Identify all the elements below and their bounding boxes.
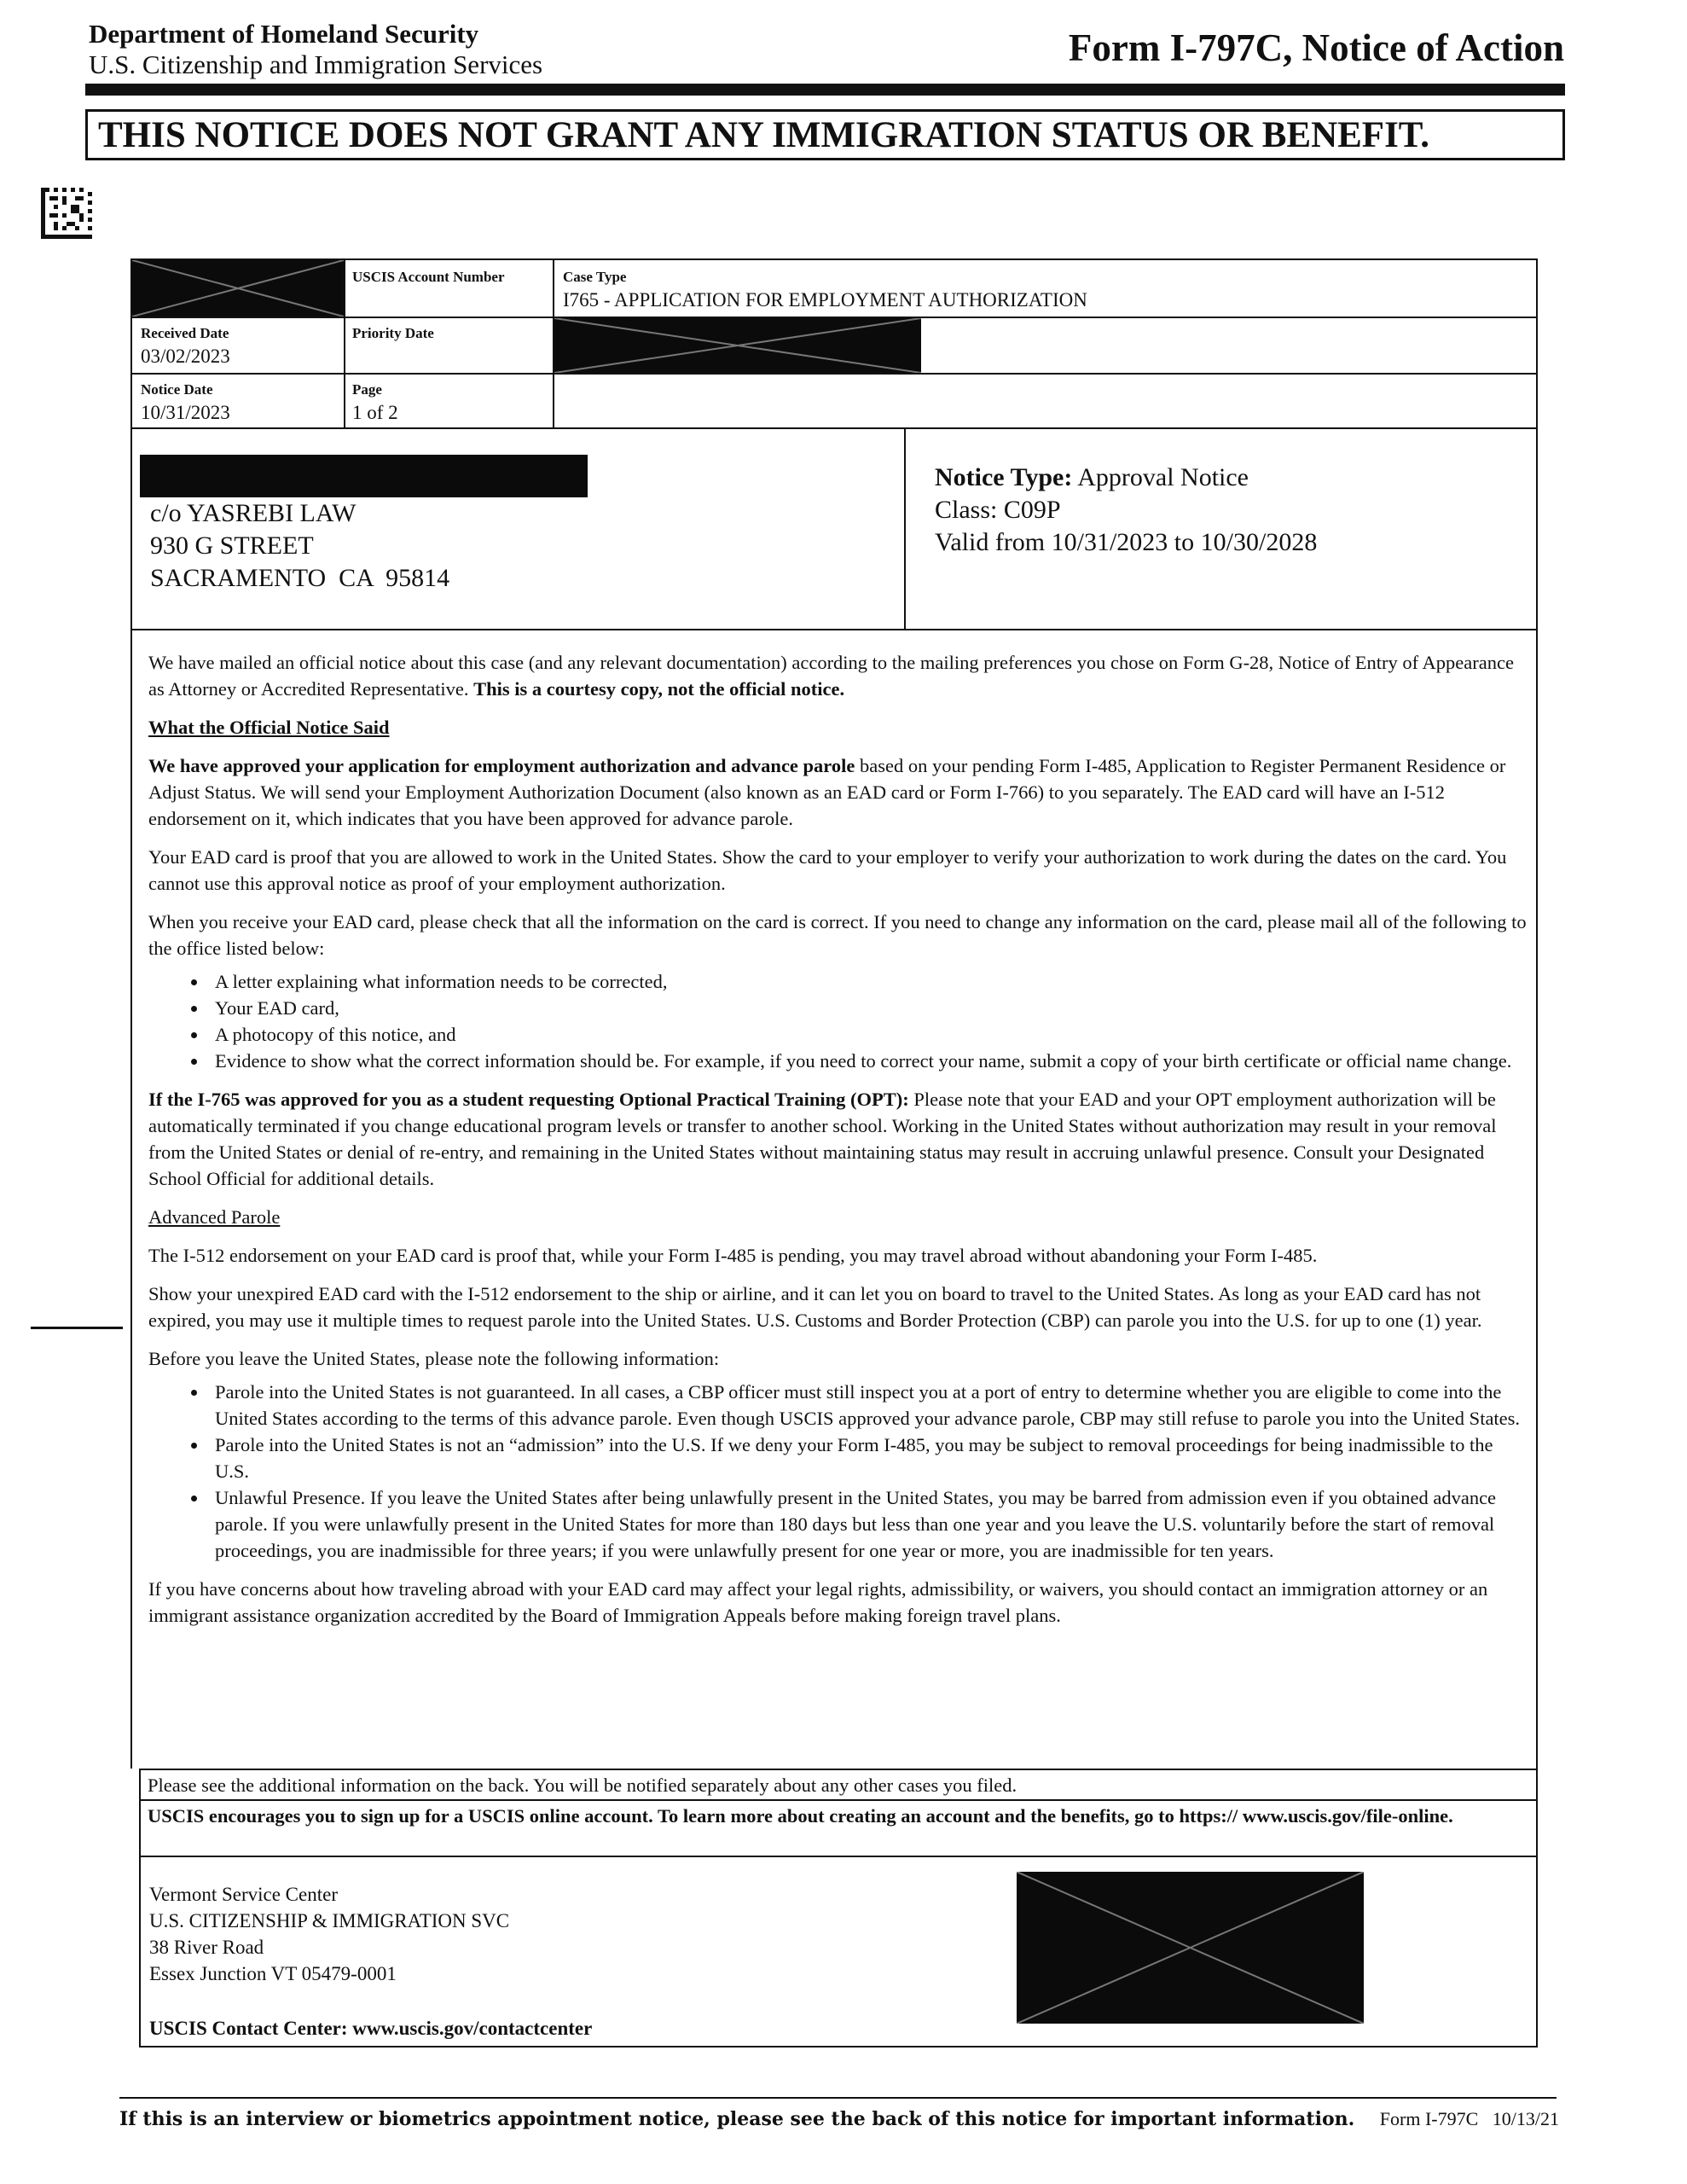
- page-value: 1 of 2: [352, 402, 398, 423]
- datamatrix-barcode: [41, 188, 92, 239]
- paragraph-opt: [148, 1086, 1530, 1192]
- paragraph-concerns: If you have concerns about how traveling abroad with your EAD card may affect your legal rights, admissibility, or waivers, you should contact an immigration attorney or an immigrant assistance organization accredited by the Board of Immigration Appeals before making foreign travel plans.: [148, 1578, 1488, 1626]
- received-date-value: 03/02/2023: [141, 346, 230, 367]
- list-item: • A photocopy of this notice, and: [208, 1021, 1530, 1048]
- redacted-recipient-name: [140, 455, 588, 497]
- service-center-box: [139, 1856, 1538, 2048]
- footer-form-id: Form I-797C 10/13/21: [1379, 2108, 1559, 2129]
- p2-bold: We have approved your application for employment authorization and advance parole: [148, 755, 855, 776]
- paragraph-before-leave: Before you leave the United States, please note the following information:: [148, 1348, 720, 1369]
- department-name: Department of Homeland Security: [89, 19, 479, 49]
- paragraph-i512: The I-512 endorsement on your EAD card is proof that, while your Form I-485 is pending, you may travel abroad without abandoning your Form I-485.: [148, 1245, 1318, 1266]
- case-type-value: I765 - APPLICATION FOR EMPLOYMENT AUTHORIZATION: [563, 289, 1087, 311]
- agency-name: U.S. Citizenship and Immigration Services: [89, 49, 543, 79]
- list-item: • Unlawful Presence. If you leave the United States after being unlawfully present in the United States, you may be barred from admission even if you obtained advance parole. If you were unlawfully present in the United States for more than 180 days but less than one year and you leave the U.S. voluntarily before the start of removal proceedings, you are inadmissible for three years; if you were unlawfully present for one year or more, you are inadmissible for ten years.: [208, 1484, 1530, 1564]
- p2-text: based on your pending Form I-485, Application to Register Permanent Residence or Adjust Status. We will send your Employment Authorization Document (also known as an EAD card or Form I-766) to you separately. The EAD card will have an I-512 endorsement on it, which indicates that you have been approved for advance parole.: [148, 755, 1506, 829]
- paragraph-mailing: [148, 649, 1530, 702]
- p1-bold: This is a courtesy copy, not the official notice.: [473, 678, 845, 700]
- case-info-grid: [130, 258, 1538, 429]
- notice-type-label: Notice Type:: [935, 463, 1073, 491]
- parole-info-list: [148, 1379, 1530, 1564]
- service-center-line-4: Essex Junction VT 05479-0001: [149, 1963, 397, 1984]
- status-banner: THIS NOTICE DOES NOT GRANT ANY IMMIGRATION STATUS OR BENEFIT.: [85, 109, 1565, 160]
- online-account-text: USCIS encourages you to sign up for a USCIS online account. To learn more about creating an account and the benefits, go to https:// www.uscis.gov/file-online.: [148, 1805, 1453, 1827]
- paragraph-check-card: When you receive your EAD card, please check that all the information on the card is correct. If you need to change any information on the card, please mail all of the following to the office listed below:: [148, 911, 1527, 959]
- additional-info-text: Please see the additional information on the back. You will be notified separately about any other cases you filed.: [148, 1774, 1017, 1796]
- notice-type: [935, 462, 1249, 494]
- address-line-3: SACRAMENTO CA 95814: [150, 564, 450, 592]
- online-account-row: [139, 1799, 1538, 1857]
- address-notice-box: [130, 427, 1538, 630]
- list-item: • Parole into the United States is not an “admission” into the U.S. If we deny your Form I-485, you may be subject to removal proceedings for being inadmissible to the U.S.: [208, 1432, 1530, 1484]
- heading-official-notice: What the Official Notice Said: [148, 717, 390, 738]
- additional-info-row: [139, 1769, 1538, 1801]
- service-center-line-2: U.S. CITIZENSHIP & IMMIGRATION SVC: [149, 1910, 510, 1931]
- correction-list: [148, 968, 1530, 1074]
- address-line-1: c/o YASREBI LAW: [150, 499, 357, 527]
- list-item: • Evidence to show what the correct information should be. For example, if you need to correct your name, submit a copy of your birth certificate or official name change.: [208, 1048, 1530, 1074]
- footer-note: If this is an interview or biometrics appointment notice, please see the back of this notice for important information.: [119, 2108, 1355, 2130]
- paragraph-approved: [148, 752, 1530, 832]
- case-type-label: Case Type: [563, 269, 627, 285]
- paragraph-ead-proof: Your EAD card is proof that you are allowed to work in the United States. Show the card to your employer to verify your authorization to work during the dates on the card. You cannot use this approval notice as proof of your employment authorization.: [148, 846, 1507, 894]
- received-date-label: Received Date: [141, 325, 229, 341]
- contact-center: [149, 2015, 592, 2042]
- service-center-line-1: Vermont Service Center: [149, 1884, 338, 1905]
- redacted-receipt-number: [132, 260, 344, 317]
- body-left-border: [130, 629, 132, 1769]
- page-label: Page: [352, 381, 382, 398]
- address-line-2: 930 G STREET: [150, 531, 314, 560]
- priority-date-label: Priority Date: [352, 325, 434, 341]
- form-title: Form I-797C, Notice of Action: [1068, 26, 1564, 69]
- paragraph-unexpired-ead: Show your unexpired EAD card with the I-512 endorsement to the ship or airline, and it can let you on board to travel to the United States. As long as your EAD card has not expired, you may use it multiple times to request parole into the United States. U.S. Customs and Border Protection (CBP) can parole you into the U.S. for up to one (1) year.: [148, 1283, 1482, 1331]
- footer-rule: [119, 2097, 1557, 2099]
- header-rule: [85, 84, 1565, 96]
- notice-body: [148, 649, 1530, 1641]
- body-right-border: [1536, 629, 1538, 1769]
- redacted-barcode: [1017, 1872, 1364, 2024]
- notice-date-label: Notice Date: [141, 381, 213, 398]
- notice-date-value: 10/31/2023: [141, 402, 230, 423]
- uscis-account-label: USCIS Account Number: [352, 269, 505, 285]
- service-center-line-3: 38 River Road: [149, 1937, 264, 1958]
- p5-text: Please note that your EAD and your OPT employment authorization will be automatically terminated if you change educational program levels or transfer to another school. Working in the United States without authorization may result in your removal from the United States or denial of re-entry, and remaining in the United States without maintaining status may result in accruing unlawful presence. Consult your Designated School Official for additional details.: [148, 1089, 1497, 1189]
- margin-mark: [31, 1327, 123, 1329]
- list-item: • Your EAD card,: [208, 995, 1530, 1021]
- p1-text: We have mailed an official notice about this case (and any relevant documentation) according to the mailing preferences you chose on Form G-28, Notice of Entry of Appearance as Attorney or Accredited Representative.: [148, 652, 1514, 700]
- heading-advanced-parole: Advanced Parole: [148, 1206, 281, 1228]
- class-line: Class: C09P: [935, 496, 1061, 524]
- p5-bold: If the I-765 was approved for you as a student requesting Optional Practical Training (OPT):: [148, 1089, 909, 1110]
- redacted-beneficiary-name: [554, 318, 921, 373]
- notice-type-value: Approval Notice: [1077, 463, 1249, 491]
- list-item: • A letter explaining what information needs to be corrected,: [208, 968, 1530, 995]
- contact-center-text: USCIS Contact Center: www.uscis.gov/contactcenter: [149, 2018, 593, 2039]
- list-item: • Parole into the United States is not guaranteed. In all cases, a CBP officer must still inspect you at a port of entry to determine whether you are eligible to come into the United States according to the terms of this advance parole. Even though USCIS approved your advance parole, CBP may still refuse to parole you into the United States.: [208, 1379, 1530, 1432]
- valid-line: Valid from 10/31/2023 to 10/30/2028: [935, 528, 1318, 556]
